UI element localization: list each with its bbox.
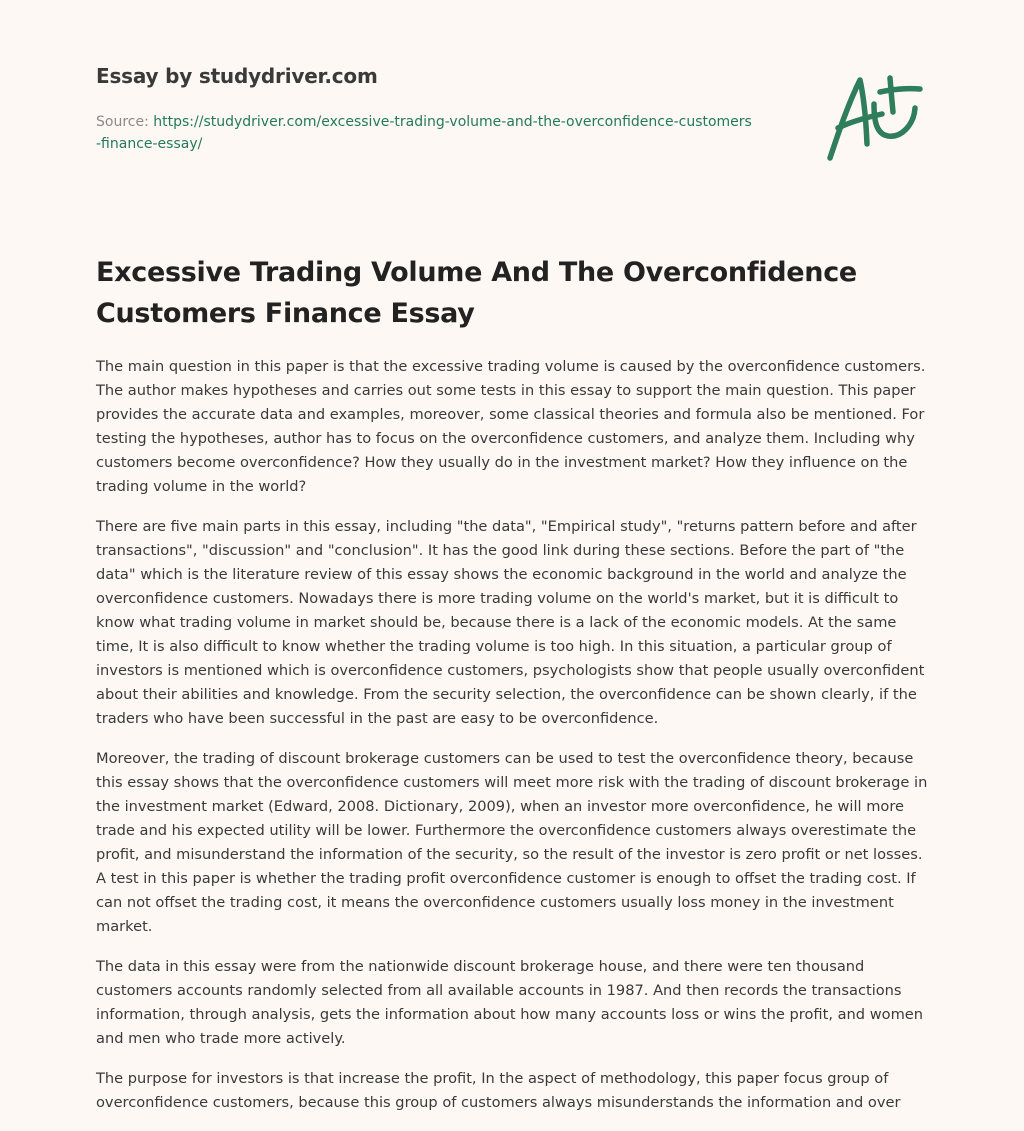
essay-title: Excessive Trading Volume And The Overconfidence Customers Finance Essay: [96, 257, 857, 329]
source-label: Source:: [96, 114, 154, 130]
a-plus-logo-icon: [820, 68, 932, 166]
source-link[interactable]: https://studydriver.com/excessive-trading-volume-and-the-overconfidence-customers-finance-essay/: [96, 114, 752, 152]
essay-paragraph: The data in this essay were from the nationwide discount brokerage house, and there were ten thousand customers accounts randomly selected from all available accounts in 1987. And then records the transactions information, through analysis, gets the information about how many accounts loss or wins the profit, and women and men who trade more actively.: [96, 958, 924, 1047]
site-brand: Essay by studydriver.com: [96, 64, 378, 88]
essay-paragraph: Moreover, the trading of discount brokerage customers can be used to test the overconfidence theory, because this essay shows that the overconfidence customers will meet more risk with the trading of discount brokerage in the investment market (Edward, 2008. Dictionary, 2009), when an investor more overconfidence, he will more trade and his expected utility will be lower. Furthermore the overconfidence customers always overestimate the profit, and misunderstand the information of the security, so the result of the investor is zero profit or net losses. A test in this paper is whether the trading profit overconfidence customer is enough to offset the trading cost. If can not offset the trading cost, it means the overconfidence customers usually loss money in the investment market.: [96, 750, 928, 935]
essay-paragraph: The purpose for investors is that increase the profit, In the aspect of methodology, this paper focus group of overconfidence customers, because this group of customers always misunderstands the information and over: [96, 1070, 901, 1111]
essay-paragraph: There are five main parts in this essay, including "the data", "Empirical study", "returns pattern before and after transactions", "discussion" and "conclusion". It has the good link during these sections. Before the part of "the data" which is the literature review of this essay shows the economic background in the world and analyze the overconfidence customers. Nowadays there is more trading volume on the world's market, but it is difficult to know what trading volume in market should be, because there is a lack of the economic models. At the same time, It is also difficult to know whether the trading volume is too high. In this situation, a particular group of investors is mentioned which is overconfidence customers, psychologists show that people usually overconfident about their abilities and knowledge. From the security selection, the overconfidence can be shown clearly, if the traders who have been successful in the past are easy to be overconfidence.: [96, 518, 925, 727]
source-line: [96, 111, 756, 155]
essay-body: [96, 355, 936, 1131]
essay-paragraph: The main question in this paper is that the excessive trading volume is caused by the overconfidence customers. The author makes hypotheses and carries out some tests in this essay to support the main question. This paper provides the accurate data and examples, moreover, some classical theories and formula also be mentioned. For testing the hypotheses, author has to focus on the overconfidence customers, and analyze them. Including why customers become overconfidence? How they usually do in the investment market? How they influence on the trading volume in the world?: [96, 358, 926, 495]
